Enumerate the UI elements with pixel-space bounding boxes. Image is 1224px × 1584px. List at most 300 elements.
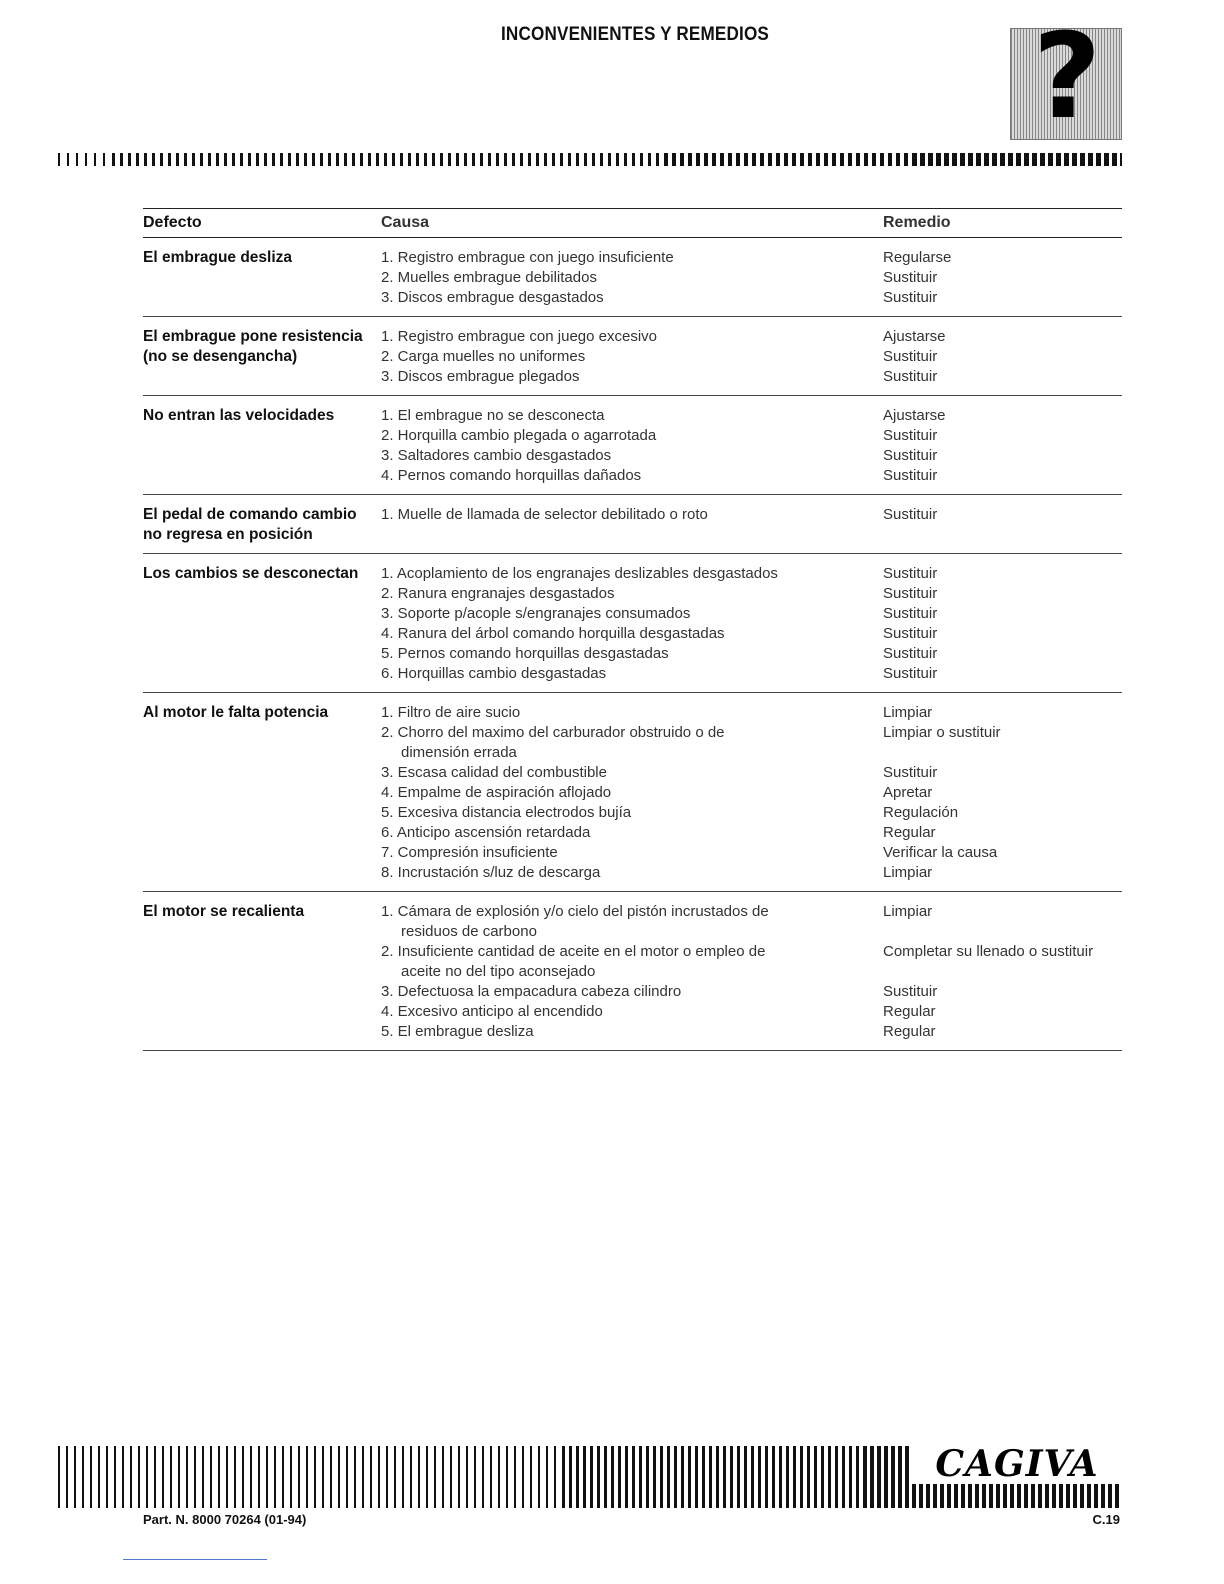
remedio-text: Sustituir — [883, 368, 938, 385]
barcode-bar — [138, 1446, 140, 1508]
barcode-bar — [824, 153, 828, 166]
part-number: Part. N. 8000 70264 (01-94) — [143, 1512, 307, 1527]
barcode-bar — [576, 1446, 579, 1508]
barcode-bar — [296, 153, 299, 166]
barcode-bar — [736, 153, 740, 166]
barcode-bar — [434, 1446, 436, 1508]
barcode-bar — [506, 1446, 508, 1508]
barcode-bar — [480, 153, 483, 166]
barcode-bar — [709, 1446, 712, 1508]
barcode-bar — [90, 1446, 92, 1508]
barcode-bar — [368, 153, 371, 166]
remedio-text: Sustituir — [883, 447, 938, 464]
barcode-bar — [1056, 153, 1061, 166]
barcode-bar — [590, 1446, 593, 1508]
barcode-bar — [208, 153, 211, 166]
causa-text: 3. Defectuosa la empacadura cabeza cilindro — [381, 983, 682, 1000]
barcode-bar — [448, 153, 451, 166]
barcode-bar — [216, 153, 219, 166]
causa-text: 2. Chorro del maximo del carburador obstruido o de — [381, 724, 725, 741]
barcode-bar — [248, 153, 251, 166]
barcode-bar — [728, 153, 732, 166]
barcode-bar — [688, 153, 692, 166]
barcode-bar — [202, 1446, 204, 1508]
barcode-bar — [82, 1446, 84, 1508]
barcode-bar — [656, 153, 659, 166]
remedio-text: Sustituir — [883, 585, 938, 602]
causa-text: 2. Muelles embrague debilitados — [381, 269, 597, 286]
barcode-bar — [604, 1446, 607, 1508]
barcode-bar — [306, 1446, 308, 1508]
barcode-bar — [200, 153, 203, 166]
barcode-bar — [274, 1446, 276, 1508]
causa-text: 8. Incrustación s/luz de descarga — [381, 864, 601, 881]
spacer — [883, 922, 1122, 942]
barcode-bar — [835, 1446, 838, 1508]
barcode-bar — [928, 153, 933, 166]
defecto-text: El embrague desliza — [143, 249, 293, 266]
column-header-remedio: Remedio — [883, 209, 1122, 238]
barcode-bar — [880, 153, 884, 166]
barcode-bar — [716, 1446, 719, 1508]
causa-cell — [381, 693, 883, 892]
remedio-cell — [883, 396, 1122, 495]
barcode-bar — [600, 153, 603, 166]
remedio-cell — [883, 238, 1122, 317]
barcode-bar — [186, 1446, 188, 1508]
barcode-bar — [912, 153, 917, 166]
barcode-bar — [870, 1446, 874, 1508]
barcode-bar — [362, 1446, 364, 1508]
barcode-bar — [904, 153, 908, 166]
barcode-bar — [456, 153, 459, 166]
defecto-cell — [143, 238, 381, 317]
barcode-bar — [552, 153, 555, 166]
barcode-bar — [968, 153, 973, 166]
causa-cell — [381, 396, 883, 495]
barcode-bar — [640, 153, 643, 166]
spacer — [883, 962, 1122, 982]
barcode-bar — [400, 153, 403, 166]
causa-cell — [381, 317, 883, 396]
barcode-bar — [98, 1446, 100, 1508]
barcode-bar — [546, 1446, 548, 1508]
barcode-bar — [74, 1446, 76, 1508]
barcode-bar — [378, 1446, 380, 1508]
barcode-bar — [816, 153, 820, 166]
barcode-bar — [660, 1446, 663, 1508]
barcode-bar — [376, 153, 379, 166]
barcode-bar — [328, 153, 331, 166]
barcode-bar — [696, 153, 700, 166]
barcode-bar — [178, 1446, 180, 1508]
barcode-bar — [256, 153, 259, 166]
barcode-bar — [828, 1446, 831, 1508]
barcode-bar — [821, 1446, 824, 1508]
causa-text: 1. Registro embrague con juego excesivo — [381, 328, 657, 345]
barcode-bar — [808, 153, 812, 166]
remedio-text: Sustituir — [883, 348, 938, 365]
column-header-defecto: Defecto — [143, 209, 381, 238]
causa-text: dimensión errada — [401, 744, 517, 761]
barcode-bar — [888, 153, 892, 166]
table-row — [143, 693, 1122, 892]
barcode-bar — [1040, 153, 1045, 166]
barcode-bar — [653, 1446, 656, 1508]
barcode-bar — [466, 1446, 468, 1508]
barcode-bar — [765, 1446, 768, 1508]
barcode-bar — [583, 1446, 586, 1508]
defecto-text: No entran las velocidades — [143, 407, 335, 424]
table-row — [143, 238, 1122, 317]
remedio-cell — [883, 892, 1122, 1051]
causa-text: 6. Anticipo ascensión retardada — [381, 824, 591, 841]
barcode-bar — [952, 153, 957, 166]
barcode-bar — [85, 153, 87, 166]
barcode-bar — [394, 1446, 396, 1508]
remedio-text: Completar su llenado o sustituir — [883, 943, 1094, 960]
barcode-bar — [597, 1446, 600, 1508]
barcode-bar — [723, 1446, 726, 1508]
remedio-text: Regular — [883, 824, 936, 841]
barcode-bar — [688, 1446, 691, 1508]
barcode-bar — [392, 153, 395, 166]
causa-text: 6. Horquillas cambio desgastadas — [381, 665, 607, 682]
barcode-bar — [1088, 153, 1093, 166]
barcode-bar — [568, 153, 571, 166]
barcode-bar — [402, 1446, 404, 1508]
remedio-cell — [883, 554, 1122, 693]
barcode-bar — [154, 1446, 156, 1508]
barcode-bar — [944, 153, 949, 166]
barcode-bar — [751, 1446, 754, 1508]
barcode-bar — [218, 1446, 220, 1508]
table-row — [143, 317, 1122, 396]
barcode-bar — [744, 153, 748, 166]
barcode-bar — [122, 1446, 124, 1508]
barcode-bar — [258, 1446, 260, 1508]
barcode-bar — [625, 1446, 628, 1508]
barcode-bar — [730, 1446, 733, 1508]
barcode-bar — [408, 153, 411, 166]
barcode-bar — [482, 1446, 484, 1508]
barcode-bar — [872, 153, 876, 166]
remedio-text: Regular — [883, 1003, 936, 1020]
barcode-bar — [611, 1446, 614, 1508]
barcode-bar — [1032, 153, 1037, 166]
defecto-cell — [143, 317, 381, 396]
barcode-bar — [776, 153, 780, 166]
barcode-bar — [194, 1446, 196, 1508]
causa-text: 2. Ranura engranajes desgastados — [381, 585, 615, 602]
remedio-cell — [883, 495, 1122, 554]
barcode-bar — [224, 153, 227, 166]
defecto-text: El embrague pone resistencia — [143, 328, 363, 345]
barcode-bar — [160, 153, 163, 166]
remedio-text: Sustituir — [883, 506, 938, 523]
causa-text: 5. El embrague desliza — [381, 1023, 534, 1040]
barcode-bar — [416, 153, 419, 166]
remedio-text: Sustituir — [883, 467, 938, 484]
barcode-bar — [514, 1446, 516, 1508]
remedio-text: Sustituir — [883, 565, 938, 582]
barcode-bar — [528, 153, 531, 166]
barcode-bar — [538, 1446, 540, 1508]
table-row — [143, 495, 1122, 554]
remedio-text: Regular — [883, 1023, 936, 1040]
barcode-bar — [474, 1446, 476, 1508]
barcode-bar — [832, 153, 836, 166]
barcode-bar — [168, 153, 171, 166]
barcode-bar — [632, 1446, 635, 1508]
remedio-text: Limpiar — [883, 704, 933, 721]
barcode-bar — [1120, 153, 1122, 166]
barcode-bar — [584, 153, 587, 166]
barcode-bar — [314, 1446, 316, 1508]
remedio-text: Apretar — [883, 784, 933, 801]
barcode-bar — [322, 1446, 324, 1508]
barcode-bar — [498, 1446, 500, 1508]
barcode-bar — [112, 153, 115, 166]
barcode-bar — [338, 1446, 340, 1508]
barcode-bar — [282, 1446, 284, 1508]
barcode-bar — [984, 153, 989, 166]
barcode-bar — [136, 153, 139, 166]
barcode-bar — [360, 153, 363, 166]
barcode-bar — [120, 153, 123, 166]
causa-text: 3. Escasa calidad del combustible — [381, 764, 607, 781]
barcode-bar — [250, 1446, 252, 1508]
defecto-text: El motor se recalienta — [143, 903, 305, 920]
barcode-bar — [94, 153, 96, 166]
barcode-bar — [184, 153, 187, 166]
barcode-bar — [67, 153, 69, 166]
causa-text: 1. El embrague no se desconecta — [381, 407, 605, 424]
barcode-bar — [144, 153, 147, 166]
barcode-bar — [1096, 153, 1101, 166]
barcode-bar — [1112, 153, 1117, 166]
barcode-bar — [512, 153, 515, 166]
barcode-bar — [905, 1446, 909, 1508]
barcode-bar — [240, 153, 243, 166]
causa-text: 4. Ranura del árbol comando horquilla desgastadas — [381, 625, 725, 642]
barcode-bar — [418, 1446, 420, 1508]
barcode-bar — [936, 153, 941, 166]
barcode-bar — [354, 1446, 356, 1508]
causa-text: 4. Empalme de aspiración aflojado — [381, 784, 612, 801]
barcode-bar — [162, 1446, 164, 1508]
remedio-text: Ajustarse — [883, 328, 946, 345]
causa-text: 2. Horquilla cambio plegada o agarrotada — [381, 427, 657, 444]
defecto-cell — [143, 554, 381, 693]
barcode-bar — [814, 1446, 817, 1508]
troubleshooting-table — [143, 208, 1122, 1051]
barcode-bar — [410, 1446, 412, 1508]
barcode-bar — [472, 153, 475, 166]
barcode-bar — [639, 1446, 642, 1508]
remedio-text: Sustituir — [883, 983, 938, 1000]
barcode-bar — [304, 153, 307, 166]
bottom-divider — [123, 1559, 267, 1560]
barcode-bar — [1072, 153, 1077, 166]
causa-text: 3. Soporte p/acople s/engranajes consumados — [381, 605, 691, 622]
barcode-bar — [192, 153, 195, 166]
barcode-bar — [272, 153, 275, 166]
barcode-bar — [842, 1446, 845, 1508]
barcode-bar — [624, 153, 627, 166]
barcode-bar — [386, 1446, 388, 1508]
remedio-text: Sustituir — [883, 625, 938, 642]
remedio-text: Verificar la causa — [883, 844, 998, 861]
remedio-cell — [883, 317, 1122, 396]
causa-text: 5. Excesiva distancia electrodos bujía — [381, 804, 632, 821]
barcode-bar — [793, 1446, 796, 1508]
barcode-bar — [352, 153, 355, 166]
causa-text: 1. Filtro de aire sucio — [381, 704, 521, 721]
barcode-bar — [1008, 153, 1013, 166]
causa-text: aceite no del tipo aconsejado — [401, 963, 596, 980]
barcode-bar — [58, 1446, 60, 1508]
barcode-bar — [863, 1446, 867, 1508]
barcode-bar — [632, 153, 635, 166]
remedio-text: Sustituir — [883, 764, 938, 781]
barcode-bar — [864, 153, 868, 166]
barcode-bar — [720, 153, 724, 166]
causa-text: 3. Saltadores cambio desgastados — [381, 447, 612, 464]
barcode-bar — [560, 153, 563, 166]
barcode-bar — [176, 153, 179, 166]
barcode-bar — [490, 1446, 492, 1508]
barcode-bar — [960, 153, 965, 166]
causa-text: 3. Discos embrague plegados — [381, 368, 580, 385]
barcode-bar — [898, 1446, 902, 1508]
causa-text: 3. Discos embrague desgastados — [381, 289, 604, 306]
remedio-text: Regulación — [883, 804, 959, 821]
defecto-text: Los cambios se desconectan — [143, 565, 359, 582]
defecto-text: Al motor le falta potencia — [143, 704, 329, 721]
barcode-bar — [1104, 153, 1109, 166]
barcode-bar — [1048, 153, 1053, 166]
barcode-bar — [330, 1446, 332, 1508]
barcode-bar — [648, 153, 651, 166]
barcode-bar — [128, 153, 131, 166]
brand-logo: CAGIVA — [912, 1444, 1122, 1484]
barcode-bar — [891, 1446, 895, 1508]
barcode-bar — [807, 1446, 810, 1508]
barcode-bar — [130, 1446, 132, 1508]
barcode-bar — [1024, 153, 1029, 166]
barcode-bar — [737, 1446, 740, 1508]
causa-text: 2. Carga muelles no uniformes — [381, 348, 586, 365]
barcode-bar — [704, 153, 708, 166]
remedio-text: Limpiar — [883, 864, 933, 881]
barcode-bar — [877, 1446, 881, 1508]
barcode-bar — [530, 1446, 532, 1508]
defecto-text: no regresa en posición — [143, 526, 313, 543]
defecto-cell — [143, 396, 381, 495]
barcode-rule-top — [58, 153, 1122, 166]
barcode-bar — [280, 153, 283, 166]
barcode-bar — [544, 153, 547, 166]
barcode-bar — [849, 1446, 852, 1508]
barcode-bar — [1016, 153, 1021, 166]
barcode-bar — [695, 1446, 698, 1508]
barcode-bar — [1064, 153, 1069, 166]
barcode-bar — [298, 1446, 300, 1508]
column-header-causa: Causa — [381, 209, 883, 238]
table-row — [143, 892, 1122, 1051]
barcode-bar — [384, 153, 387, 166]
barcode-bar — [232, 153, 235, 166]
barcode-bar — [772, 1446, 775, 1508]
barcode-bar — [592, 153, 595, 166]
barcode-bar — [569, 1446, 572, 1508]
barcode-bar — [646, 1446, 649, 1508]
barcode-bar — [674, 1446, 677, 1508]
remedio-text: Sustituir — [883, 289, 938, 306]
barcode-bar — [1080, 153, 1085, 166]
barcode-bar — [458, 1446, 460, 1508]
barcode-bar — [312, 153, 315, 166]
barcode-bar — [432, 153, 435, 166]
barcode-bar — [1000, 153, 1005, 166]
barcode-bar — [536, 153, 539, 166]
barcode-bar — [712, 153, 716, 166]
barcode-bar — [426, 1446, 428, 1508]
remedio-text: Limpiar — [883, 903, 933, 920]
table-header-row — [143, 209, 1122, 238]
barcode-bar — [146, 1446, 148, 1508]
barcode-bar — [848, 153, 852, 166]
barcode-bar — [896, 153, 900, 166]
barcode-bar — [152, 153, 155, 166]
barcode-bar — [800, 1446, 803, 1508]
barcode-bar — [608, 153, 611, 166]
defecto-cell — [143, 495, 381, 554]
causa-text: 7. Compresión insuficiente — [381, 844, 558, 861]
barcode-bar — [554, 1446, 556, 1508]
barcode-bar — [672, 153, 676, 166]
barcode-bar — [424, 153, 427, 166]
defecto-text: El pedal de comando cambio — [143, 506, 357, 523]
barcode-bar — [667, 1446, 670, 1508]
barcode-bar — [103, 153, 105, 166]
barcode-bar — [522, 1446, 524, 1508]
barcode-bar — [856, 153, 860, 166]
causa-text: 1. Acoplamiento de los engranajes deslizables desgastados — [381, 565, 778, 582]
causa-text: 4. Excesivo anticipo al encendido — [381, 1003, 603, 1020]
barcode-bar — [344, 153, 347, 166]
barcode-bar — [370, 1446, 372, 1508]
barcode-bar — [779, 1446, 782, 1508]
barcode-bar — [210, 1446, 212, 1508]
barcode-bar — [58, 153, 60, 166]
remedio-cell — [883, 693, 1122, 892]
causa-cell — [381, 892, 883, 1051]
barcode-bar — [464, 153, 467, 166]
barcode-bar — [562, 1446, 565, 1508]
barcode-bar — [616, 153, 619, 166]
causa-text: 2. Insuficiente cantidad de aceite en el motor o empleo de — [381, 943, 766, 960]
barcode-bar — [336, 153, 339, 166]
barcode-bar — [884, 1446, 888, 1508]
barcode-bar — [840, 153, 844, 166]
remedio-text: Sustituir — [883, 665, 938, 682]
barcode-bar — [920, 153, 925, 166]
barcode-bar — [702, 1446, 705, 1508]
barcode-bar — [744, 1446, 747, 1508]
table-row — [143, 554, 1122, 693]
